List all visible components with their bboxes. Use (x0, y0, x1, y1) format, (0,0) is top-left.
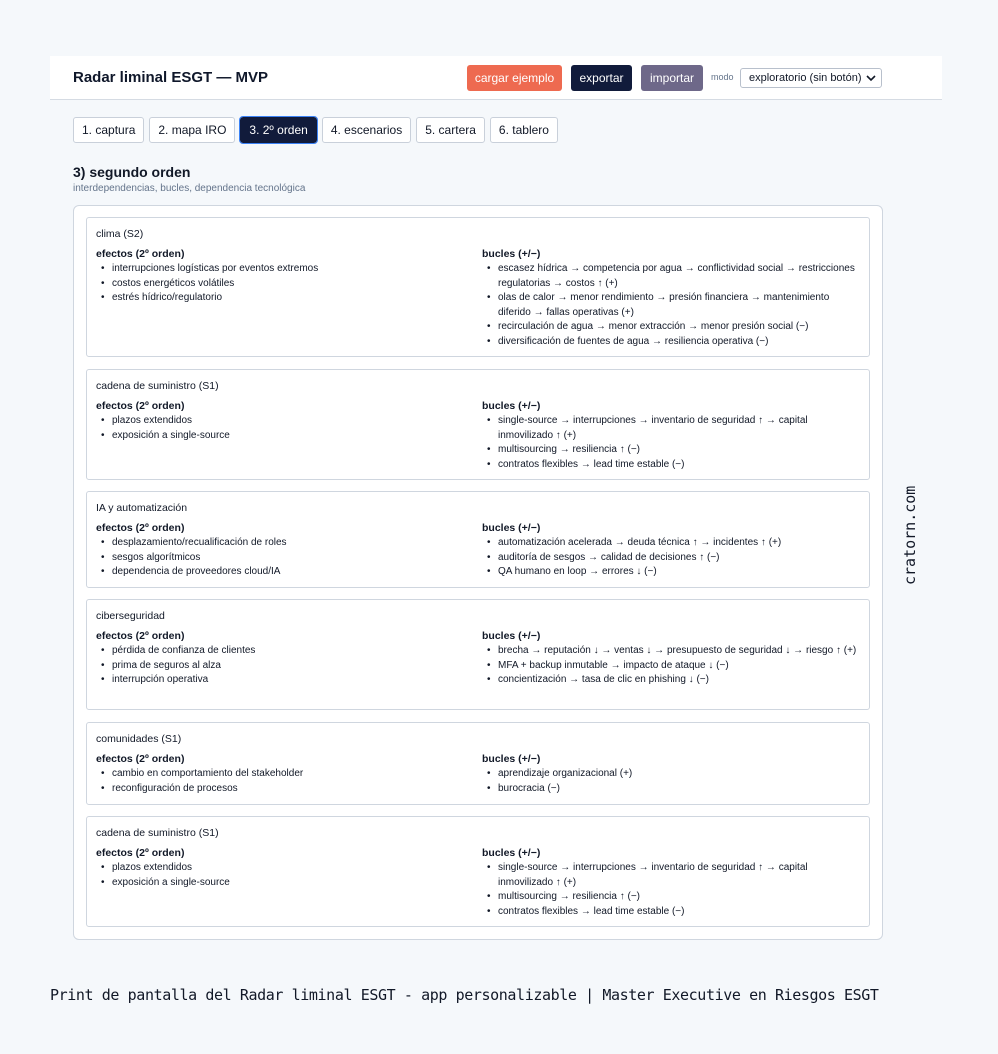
section-title: 3) segundo orden (73, 164, 191, 180)
effects-heading: efectos (2º orden) (96, 248, 185, 260)
effect-item: • plazos extendidos (96, 414, 466, 429)
effects-column (96, 522, 466, 580)
tab-captura[interactable]: 1. captura (73, 117, 144, 143)
tab-bar (73, 117, 558, 143)
export-button[interactable]: exportar (571, 65, 632, 91)
loops-heading: bucles (+/−) (482, 248, 541, 260)
top-bar (50, 56, 942, 100)
card-ciberseguridad (86, 599, 870, 710)
effect-item: • sesgos algorítmicos (96, 551, 466, 566)
card-title: cadena de suministro (S1) (96, 380, 219, 392)
loop-item: • multisourcing → resiliencia ↑ (−) (482, 443, 862, 458)
tab-cartera[interactable]: 5. cartera (416, 117, 485, 143)
watermark: cratorn.com (901, 485, 919, 585)
loop-item: • single-source → interrupciones → inventario de seguridad ↑ → capital inmovilizado ↑ (+) (482, 861, 862, 890)
caption: Print de pantalla del Radar liminal ESGT - app personalizable | Master Executive en Riesgos ESGT (50, 986, 879, 1004)
effects-column (96, 630, 466, 688)
loop-item: • multisourcing → resiliencia ↑ (−) (482, 890, 862, 905)
loops-heading: bucles (+/−) (482, 753, 541, 765)
card-title: cadena de suministro (S1) (96, 827, 219, 839)
loop-item: • automatización acelerada → deuda técnica ↑ → incidentes ↑ (+) (482, 536, 862, 551)
effect-item: • interrupciones logísticas por eventos extremos (96, 262, 466, 277)
loop-item: • escasez hídrica → competencia por agua → conflictividad social → restricciones regulatorias → costos ↑ (+) (482, 262, 862, 291)
effect-item: • cambio en comportamiento del stakeholder (96, 767, 466, 782)
loop-item: • aprendizaje organizacional (+) (482, 767, 862, 782)
loop-item: • brecha → reputación ↓ → ventas ↓ → presupuesto de seguridad ↓ → riesgo ↑ (+) (482, 644, 862, 659)
loops-column (482, 753, 862, 796)
loop-item: • single-source → interrupciones → inventario de seguridad ↑ → capital inmovilizado ↑ (+) (482, 414, 862, 443)
loops-heading: bucles (+/−) (482, 630, 541, 642)
loop-item: • MFA + backup inmutable → impacto de ataque ↓ (−) (482, 659, 862, 674)
tab-mapa-iro[interactable]: 2. mapa IRO (149, 117, 235, 143)
effect-item: • estrés hídrico/regulatorio (96, 291, 466, 306)
load-example-button[interactable]: cargar ejemplo (467, 65, 562, 91)
mode-select[interactable] (740, 68, 882, 88)
mode-label: modo (711, 72, 734, 82)
loop-item: • burocracia (−) (482, 782, 862, 797)
loops-column (482, 630, 862, 688)
effects-heading: efectos (2º orden) (96, 847, 185, 859)
loop-item: • diversificación de fuentes de agua → resiliencia operativa (−) (482, 335, 862, 350)
card-ia-automatizacion (86, 491, 870, 588)
effects-column (96, 400, 466, 443)
loop-item: • recirculación de agua → menor extracción → menor presión social (−) (482, 320, 862, 335)
effects-column (96, 753, 466, 796)
card-title: ciberseguridad (96, 610, 165, 622)
loops-heading: bucles (+/−) (482, 522, 541, 534)
card-cadena-suministro (86, 369, 870, 480)
card-clima (86, 217, 870, 357)
loops-heading: bucles (+/−) (482, 847, 541, 859)
effects-heading: efectos (2º orden) (96, 400, 185, 412)
app-window (50, 56, 942, 946)
loops-column (482, 522, 862, 580)
mode-select-value: exploratorio (sin botón) (749, 72, 862, 84)
tab-tablero[interactable]: 6. tablero (490, 117, 558, 143)
effects-heading: efectos (2º orden) (96, 522, 185, 534)
effect-item: • costos energéticos volátiles (96, 277, 466, 292)
loop-item: • concientización → tasa de clic en phishing ↓ (−) (482, 673, 862, 688)
second-order-panel (73, 205, 883, 940)
effect-item: • interrupción operativa (96, 673, 466, 688)
effect-item: • reconfiguración de procesos (96, 782, 466, 797)
effect-item: • dependencia de proveedores cloud/IA (96, 565, 466, 580)
effect-item: • exposición a single-source (96, 876, 466, 891)
loops-column (482, 847, 862, 919)
import-button[interactable]: importar (641, 65, 703, 91)
effect-item: • prima de seguros al alza (96, 659, 466, 674)
effects-column (96, 847, 466, 890)
tab-segundo-orden[interactable]: 3. 2º orden (240, 117, 316, 143)
loops-column (482, 248, 862, 349)
card-cadena-suministro-2 (86, 816, 870, 927)
loop-item: • olas de calor → menor rendimiento → presión financiera → mantenimiento diferido → fallas operativas (+) (482, 291, 862, 320)
loop-item: • QA humano en loop → errores ↓ (−) (482, 565, 862, 580)
loop-item: • contratos flexibles → lead time estable (−) (482, 458, 862, 473)
card-title: clima (S2) (96, 228, 144, 240)
loop-item: • auditoría de sesgos → calidad de decisiones ↑ (−) (482, 551, 862, 566)
chevron-down-icon (865, 70, 877, 86)
loops-column (482, 400, 862, 472)
card-title: comunidades (S1) (96, 733, 182, 745)
effect-item: • plazos extendidos (96, 861, 466, 876)
effects-column (96, 248, 466, 306)
app-title: Radar liminal ESGT — MVP (73, 69, 269, 86)
effect-item: • desplazamiento/recualificación de roles (96, 536, 466, 551)
effects-heading: efectos (2º orden) (96, 630, 185, 642)
loops-heading: bucles (+/−) (482, 400, 541, 412)
section-subtitle: interdependencias, bucles, dependencia tecnológica (73, 183, 306, 194)
loop-item: • contratos flexibles → lead time estable (−) (482, 905, 862, 920)
card-title: IA y automatización (96, 502, 188, 514)
effects-heading: efectos (2º orden) (96, 753, 185, 765)
effect-item: • exposición a single-source (96, 429, 466, 444)
card-comunidades (86, 722, 870, 805)
effect-item: • pérdida de confianza de clientes (96, 644, 466, 659)
tab-escenarios[interactable]: 4. escenarios (322, 117, 411, 143)
